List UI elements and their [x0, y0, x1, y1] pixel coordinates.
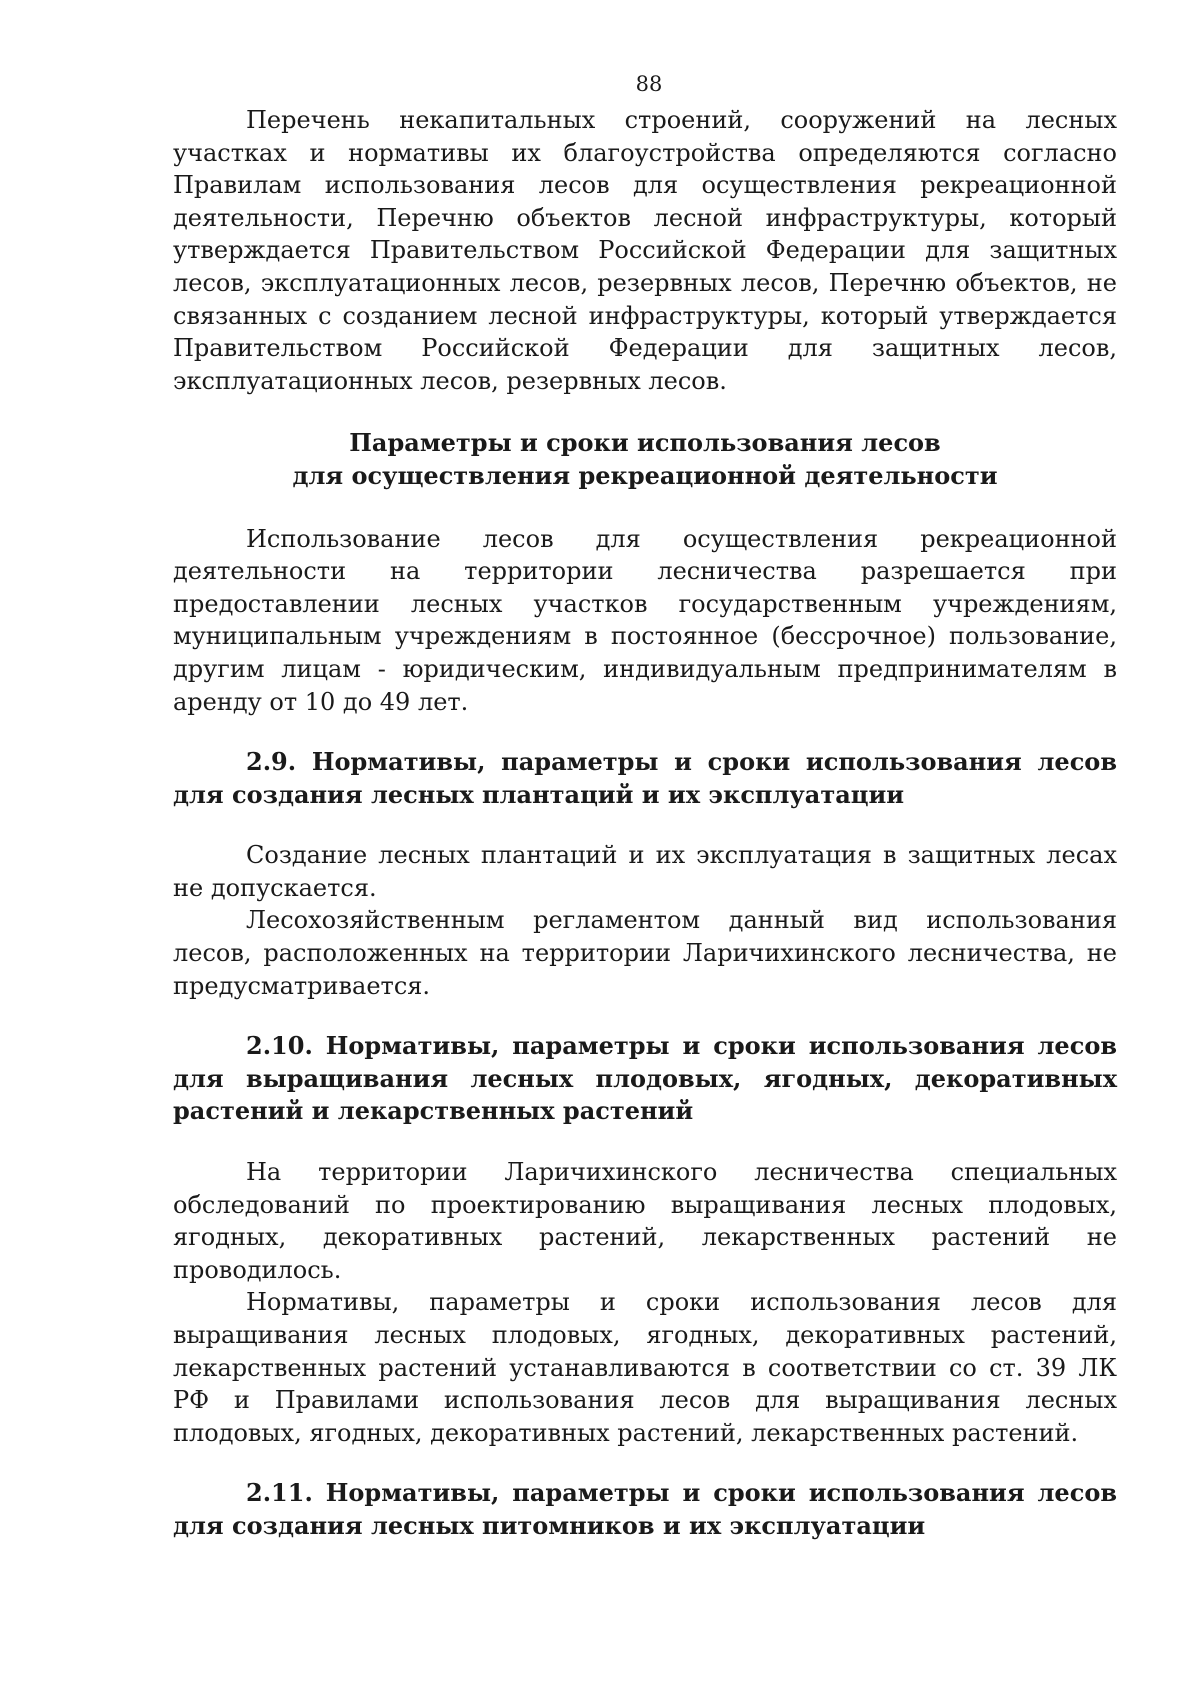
paragraph-norms-article-39: Нормативы, параметры и сроки использования лесов для выращивания лесных плодовых, ягодных, декоративных растений, лекарственных растений устанавливаются в соответствии со ст. 39 ЛК РФ и Правилами использования лесов для выращивания лесных плодовых, ягодных, декоративных растений, лекарственных растений.: [173, 1288, 1117, 1447]
paragraph-nonpermanent-structures: Перечень некапитальных строений, сооружений на лесных участках и нормативы их благоустройства определяются согласно Правилам использования лесов для осуществления рекреационной деятельности, Перечню объектов лесной инфраструктуры, который утверждается Правительством Российской Федерации для защитных лесов, эксплуатационных лесов, резервных лесов, Перечню объектов, не связанных с созданием лесной инфраструктуры, который утверждается Правительством Российской Федерации для защитных лесов, эксплуатационных лесов, резервных лесов.: [173, 106, 1117, 395]
section-heading-2-10: 2.10. Нормативы, параметры и сроки использования лесов для выращивания лесных плодовых, ягодных, декоративных растений и лекарственных растений: [173, 1031, 1117, 1126]
document-page: [173, 68, 1117, 1543]
paragraph-plantations-not-allowed: Создание лесных плантаций и их эксплуатация в защитных лесах не допускается.: [173, 841, 1117, 902]
heading-recreation-parameters: [173, 427, 1117, 492]
heading-recreation-line1: Параметры и сроки использования лесов: [349, 428, 941, 458]
heading-recreation-line2: для осуществления рекреационной деятельности: [292, 460, 998, 490]
section-heading-2-9: 2.9. Нормативы, параметры и сроки использования лесов для создания лесных плантаций и их эксплуатации: [173, 747, 1117, 809]
section-heading-2-11: 2.11. Нормативы, параметры и сроки использования лесов для создания лесных питомников и их эксплуатации: [173, 1478, 1117, 1540]
paragraph-plantations-not-planned: Лесохозяйственным регламентом данный вид использования лесов, расположенных на территории Ларичихинского лесничества, не предусматривается.: [173, 906, 1117, 1000]
paragraph-recreation-usage: Использование лесов для осуществления рекреационной деятельности на территории лесничества разрешается при предоставлении лесных участков государственным учреждениям, муниципальным учреждениям в постоянное (бессрочное) пользование, другим лицам - юридическим, индивидуальным предпринимателям в аренду от 10 до 49 лет.: [173, 524, 1117, 716]
page-number: 88: [635, 72, 663, 96]
paragraph-no-surveys: На территории Ларичихинского лесничества специальных обследований по проектированию выращивания лесных плодовых, ягодных, декоративных растений, лекарственных растений не проводилось.: [173, 1158, 1117, 1284]
